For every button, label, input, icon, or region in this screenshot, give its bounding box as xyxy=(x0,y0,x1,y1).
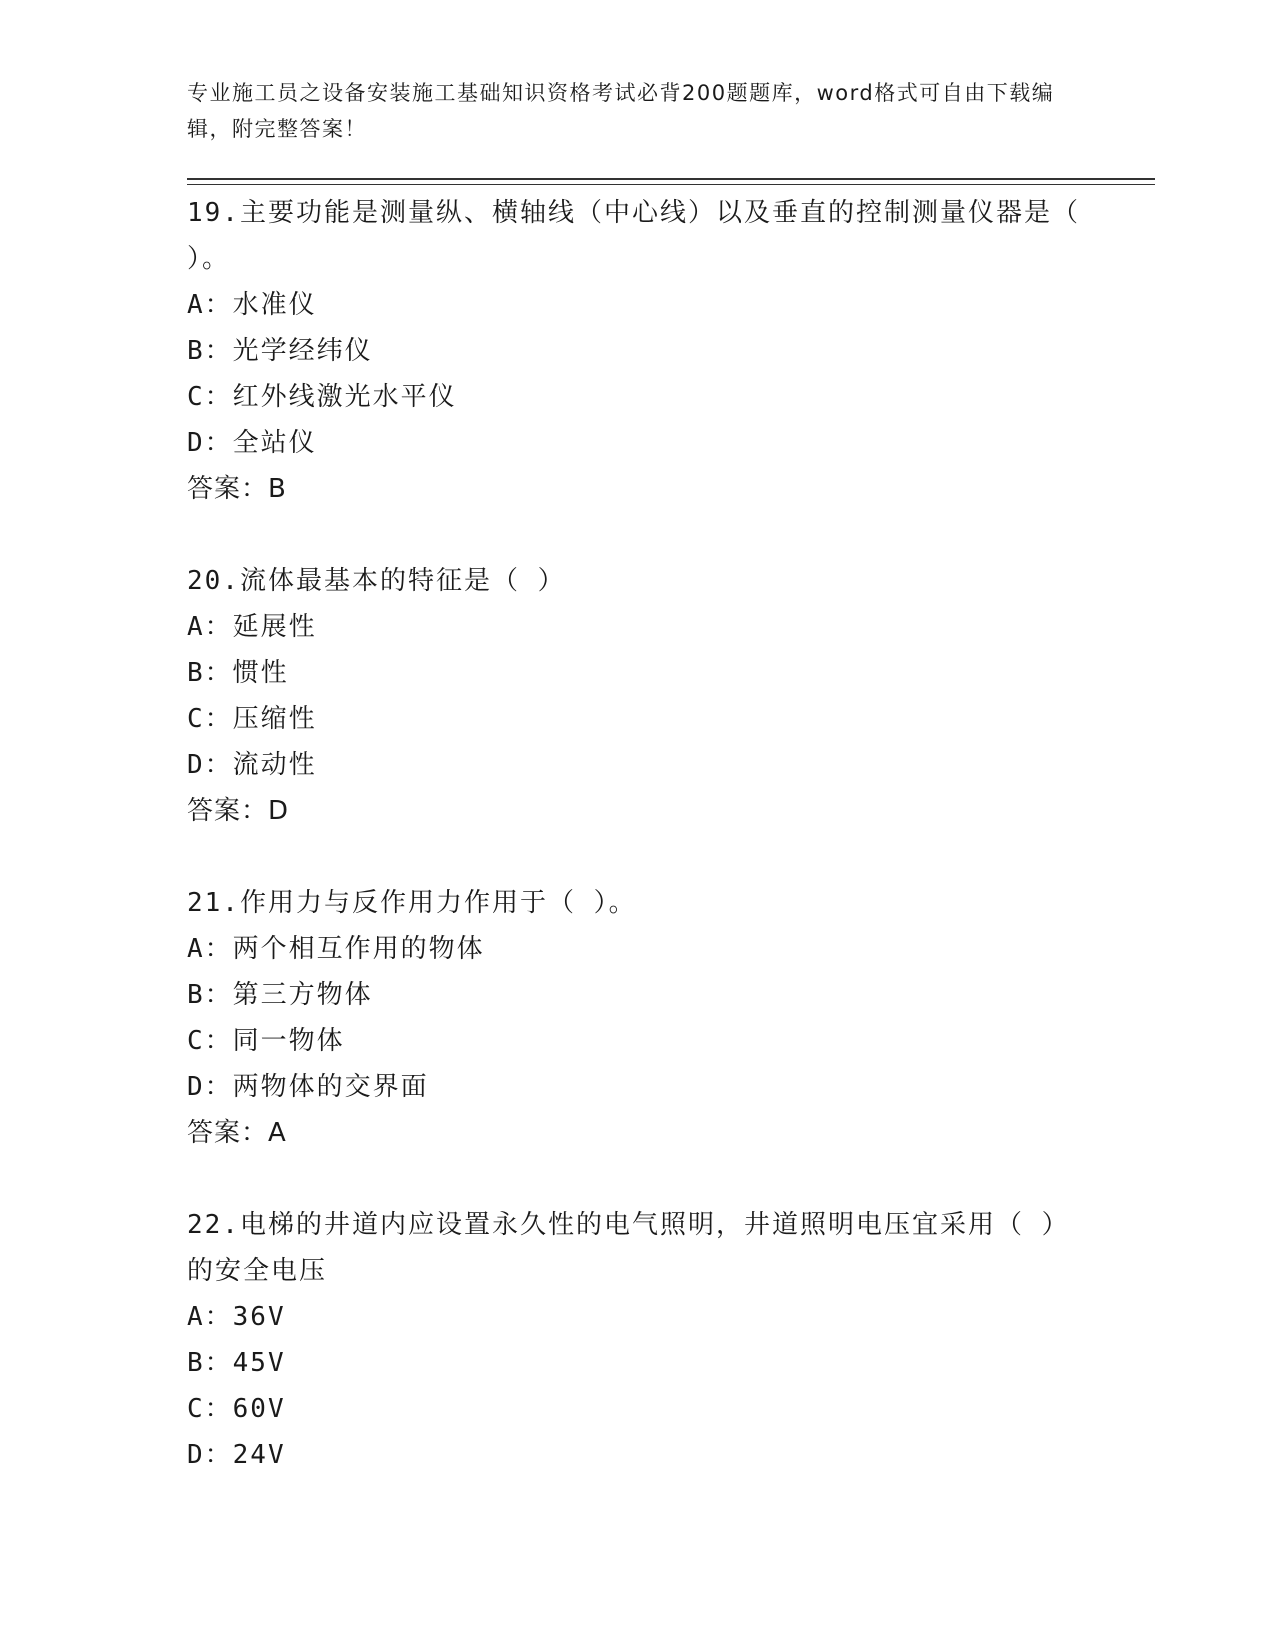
question-20 xyxy=(187,558,1087,834)
option-a: A：两个相互作用的物体 xyxy=(187,934,485,964)
option-d: D：24V xyxy=(187,1440,286,1470)
document-header: 专业施工员之设备安装施工基础知识资格考试必背200题题库，word格式可自由下载编辑，附完整答案！ xyxy=(187,81,1055,141)
header-divider xyxy=(187,178,1155,180)
question-21 xyxy=(187,880,1087,1156)
option-c: C：同一物体 xyxy=(187,1026,345,1056)
option-c: C：压缩性 xyxy=(187,704,317,734)
question-19 xyxy=(187,190,1098,512)
option-a: A：延展性 xyxy=(187,612,317,642)
question-stem: 22.电梯的井道内应设置永久性的电气照明，井道照明电压宜采用（ ）的安全电压 xyxy=(187,1210,1070,1286)
option-d: D：流动性 xyxy=(187,750,317,780)
question-list xyxy=(187,190,1098,1524)
option-b: B：光学经纬仪 xyxy=(187,336,373,366)
option-c: C：红外线激光水平仪 xyxy=(187,382,457,412)
option-a: A：水准仪 xyxy=(187,290,317,320)
answer-text: 答案：B xyxy=(187,474,287,504)
answer-text: 答案：D xyxy=(187,796,290,826)
option-b: B：45V xyxy=(187,1348,286,1378)
option-d: D：两物体的交界面 xyxy=(187,1072,429,1102)
option-d: D：全站仪 xyxy=(187,428,317,458)
option-c: C：60V xyxy=(187,1394,286,1424)
question-stem: 21.作用力与反作用力作用于（ ）。 xyxy=(187,888,637,918)
question-stem: 20.流体最基本的特征是（ ） xyxy=(187,566,566,596)
question-22 xyxy=(187,1202,1087,1478)
answer-text: 答案：A xyxy=(187,1118,287,1148)
option-b: B：第三方物体 xyxy=(187,980,373,1010)
option-a: A：36V xyxy=(187,1302,286,1332)
header-divider-thin xyxy=(187,184,1155,185)
option-b: B：惯性 xyxy=(187,658,289,688)
question-stem: 19.主要功能是测量纵、横轴线（中心线）以及垂直的控制测量仪器是（ ）。 xyxy=(187,198,1098,274)
